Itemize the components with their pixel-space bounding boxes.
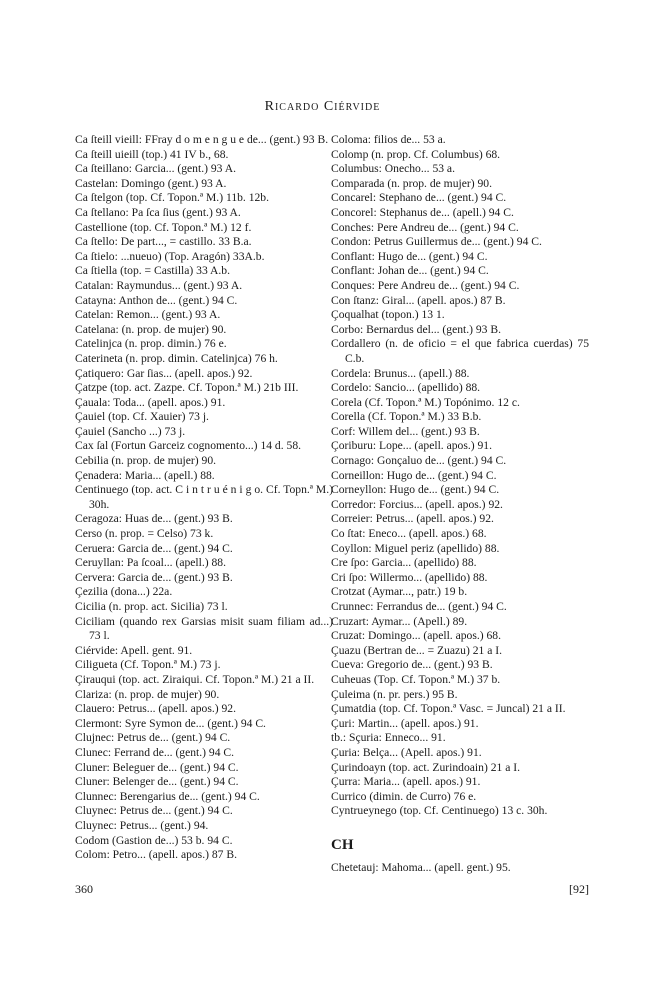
index-entry: Ca ſtelgon (top. Cf. Topon.ª M.) 11b. 12b. (75, 191, 269, 205)
index-entry: Cyntrueynego (top. Cf. Centinuego) 13 c. 30h. (331, 804, 548, 818)
index-entry: Çirauqui (top. act. Ziraiqui. Cf. Topon.ª M.) 21 a II. (75, 672, 315, 686)
index-entry: Crunnec: Ferrandus de... (gent.) 94 C. (331, 600, 507, 613)
index-entry: Ceruyllan: Pa ſcoal... (apell.) 88. (75, 556, 226, 570)
index-entry: Centinuego (top. act. C i n t r u é n i g o. Cf. Topn.ª M.) 30h. (75, 483, 333, 511)
index-entry: Catelana: (n. prop. de mujer) 90. (75, 322, 227, 336)
index-entry: Catelinjca (n. prop. dimin.) 76 e. (75, 337, 227, 351)
index-entry: Clauero: Petrus... (apell. apos.) 92. (75, 702, 236, 716)
page-header: Ricardo Ciérvide (264, 99, 381, 114)
index-entry: Cluner: Belenger de... (gent.) 94 C. (75, 775, 239, 789)
index-entry: Cicilia (n. prop. act. Sicilia) 73 l. (75, 600, 228, 613)
index-entry: Co ſtat: Eneco... (apell. apos.) 68. (331, 527, 487, 541)
index-entry: Clunec: Ferrand de... (gent.) 94 C. (75, 745, 235, 759)
index-entry: Castellione (top. Cf. Topon.ª M.) 12 f. (75, 220, 252, 234)
index-entry: Ca ſteill uieill (top.) 41 IV b., 68. (75, 147, 229, 161)
index-entry: Cri ſpo: Willermo... (apellido) 88. (331, 570, 488, 584)
index-entry: Currico (dimin. de Curro) 76 e. (331, 789, 477, 803)
index-entry: Çauiel (top. Cf. Xauier) 73 j. (75, 410, 209, 424)
index-entry: Ciciliam (quando rex Garsias misit suam filiam ad...) 73 l. (75, 614, 333, 643)
index-entry: Cluynec: Petrus de... (gent.) 94 C. (75, 804, 233, 818)
index-entry: Ca ſtielo: ...nueuo) (Top. Aragón) 33A.b. (75, 249, 265, 263)
index-entry: tb.: Sçuria: Enneco... 91. (331, 731, 446, 745)
index-entry: Ca ſteillano: Garcia... (gent.) 93 A. (75, 162, 236, 176)
index-entry: Ca ſtello: De part..., = castillo. 33 B.a. (75, 235, 252, 249)
right-column (331, 133, 589, 876)
index-entry: Cuheuas (Top. Cf. Topon.ª M.) 37 b. (331, 672, 501, 686)
index-entry: Ca ſteill vieill: FFray d o m e n g u e de... (gent.) 93 B. (75, 133, 329, 146)
index-entry: Cervera: Garcia de... (gent.) 93 B. (75, 570, 233, 584)
index-entry: Çuri: Martin... (apell. apos.) 91. (331, 716, 479, 730)
index-entry: Catelan: Remon... (gent.) 93 A. (75, 308, 221, 322)
index-entry: Conques: Pere Andreu de... (gent.) 94 C. (331, 278, 520, 292)
index-entry: Corbo: Bernardus del... (gent.) 93 B. (331, 322, 502, 336)
index-entry: Castelan: Domingo (gent.) 93 A. (75, 176, 227, 190)
index-entry: Çoriburu: Lope... (apell. apos.) 91. (331, 439, 492, 453)
index-entry: Clujnec: Petrus de... (gent.) 94 C. (75, 731, 231, 745)
index-entry: Coyllon: Miguel periz (apellido) 88. (331, 541, 500, 555)
index-entry: Çezilia (dona...) 22a. (75, 585, 173, 599)
index-entry: Cordela: Brunus... (apell.) 88. (331, 366, 470, 380)
index-entry: Corredor: Forcius... (apell. apos.) 92. (331, 497, 503, 511)
index-entry: Çauala: Toda... (apell. apos.) 91. (75, 395, 226, 409)
index-entry: Conches: Pere Andreu de... (gent.) 94 C. (331, 220, 519, 234)
index-entry: Çauiel (Sancho ...) 73 j. (75, 424, 186, 438)
index-entry: Ca ſtellano: Pa ſca ſius (gent.) 93 A. (75, 205, 241, 219)
index-entry: Catalan: Raymundus... (gent.) 93 A. (75, 278, 243, 292)
index-entry: Cruzat: Domingo... (apell. apos.) 68. (331, 629, 502, 643)
index-entry: Çuria: Belça... (Apell. apos.) 91. (331, 745, 482, 759)
index-entry: Caterineta (n. prop. dimin. Catelinjca) 76 h. (75, 351, 278, 365)
index-entry: Colomp (n. prop. Cf. Columbus) 68. (331, 147, 501, 161)
index-entry: Çatzpe (top. act. Zazpe. Cf. Topon.ª M.) 21b III. (75, 381, 299, 395)
index-entry: Corneyllon: Hugo de... (gent.) 94 C. (331, 483, 500, 497)
index-entry: Cruzart: Aymar... (Apell.) 89. (331, 614, 468, 628)
index-entry: Con ſtanz: Giral... (apell. apos.) 87 B. (331, 293, 506, 307)
page-number: 360 (75, 882, 93, 896)
index-entry: Crotzat (Aymar..., patr.) 19 b. (331, 585, 468, 599)
index-entry: Corella (Cf. Topon.ª M.) 33 B.b. (331, 410, 482, 424)
index-entry: Clermont: Syre Symon de... (gent.) 94 C. (75, 716, 266, 730)
index-entry: Cueva: Gregorio de... (gent.) 93 B. (331, 658, 493, 672)
index-entry: Ciligueta (Cf. Topon.ª M.) 73 j. (75, 658, 221, 672)
index-entry: Codom (Gastion de...) 53 b. 94 C. (75, 833, 233, 847)
index-entry: Ceruera: Garcia de... (gent.) 94 C. (75, 541, 233, 555)
index-entry: Comparada (n. prop. de mujer) 90. (331, 176, 492, 190)
index-entry: Cluner: Beleguer de... (gent.) 94 C. (75, 760, 239, 774)
index-entry: Chetetauj: Mahoma... (apell. gent.) 95. (331, 860, 511, 874)
index-entry: Çenadera: Maria... (apell.) 88. (75, 468, 215, 482)
index-entry: Cerso (n. prop. = Celso) 73 k. (75, 527, 214, 541)
index-entry: Ca ſtiella (top. = Castilla) 33 A.b. (75, 264, 230, 278)
index-entry: Çumatdia (top. Cf. Topon.ª Vasc. = Juncal) 21 a II. (331, 702, 566, 716)
index-entry: Cre ſpo: Garcia... (apellido) 88. (331, 556, 477, 570)
index-entry: Cordallero (n. de oficio = el que fabrica cuerdas) 75 C.b. (331, 337, 589, 365)
right-entry-list (331, 133, 589, 819)
index-entry: Çurra: Maria... (apell. apos.) 91. (331, 775, 481, 789)
left-column (75, 133, 333, 863)
index-entry: Cordelo: Sancio... (apellido) 88. (331, 381, 481, 395)
index-entry: Conflant: Johan de... (gent.) 94 C. (331, 264, 489, 278)
index-entry: Coloma: filios de... 53 a. (331, 133, 446, 146)
index-entry: Cebilia (n. prop. de mujer) 90. (75, 454, 217, 468)
index-entry: Colom: Petro... (apell. apos.) 87 B. (75, 848, 237, 862)
index-entry: Condon: Petrus Guillermus de... (gent.) 94 C. (331, 235, 542, 249)
section-entry-list (331, 861, 589, 876)
index-entry: Clunnec: Berengarius de... (gent.) 94 C. (75, 789, 260, 803)
section-heading: CH (331, 836, 354, 853)
index-entry: Ceragoza: Huas de... (gent.) 93 B. (75, 512, 233, 526)
index-entry: Corela (Cf. Topon.ª M.) Topónimo. 12 c. (331, 395, 520, 409)
index-entry: Cax ſal (Fortun Garceiz cognomento...) 14 d. 58. (75, 439, 302, 453)
index-entry: Columbus: Onecho... 53 a. (331, 162, 455, 176)
index-entry: Çuleima (n. pr. pers.) 95 B. (331, 687, 458, 701)
index-entry: Concarel: Stephano de... (gent.) 94 C. (331, 191, 507, 205)
signature-number: [92] (569, 882, 589, 896)
index-entry: Cluynec: Petrus... (gent.) 94. (75, 818, 209, 832)
index-entry: Çuazu (Bertran de... = Zuazu) 21 a I. (331, 643, 503, 657)
index-entry: Conflant: Hugo de... (gent.) 94 C. (331, 249, 488, 263)
index-entry: Catayna: Anthon de... (gent.) 94 C. (75, 293, 238, 307)
index-entry: Corneillon: Hugo de... (gent.) 94 C. (331, 468, 497, 482)
index-entry: Correier: Petrus... (apell. apos.) 92. (331, 512, 494, 526)
index-entry: Corf: Willem del... (gent.) 93 B. (331, 424, 480, 438)
index-entry: Ciérvide: Apell. gent. 91. (75, 643, 193, 657)
index-entry: Çoqualhat (topon.) 13 1. (331, 308, 445, 322)
index-entry: Clariza: (n. prop. de mujer) 90. (75, 687, 220, 701)
index-entry: Çurindoayn (top. act. Zurindoain) 21 a I. (331, 760, 520, 774)
index-entry: Çatiquero: Gar ſias... (apell. apos.) 92. (75, 366, 253, 380)
index-entry: Cornago: Gonçaluo de... (gent.) 94 C. (331, 454, 507, 468)
index-entry: Concorel: Stephanus de... (apell.) 94 C. (331, 205, 514, 219)
